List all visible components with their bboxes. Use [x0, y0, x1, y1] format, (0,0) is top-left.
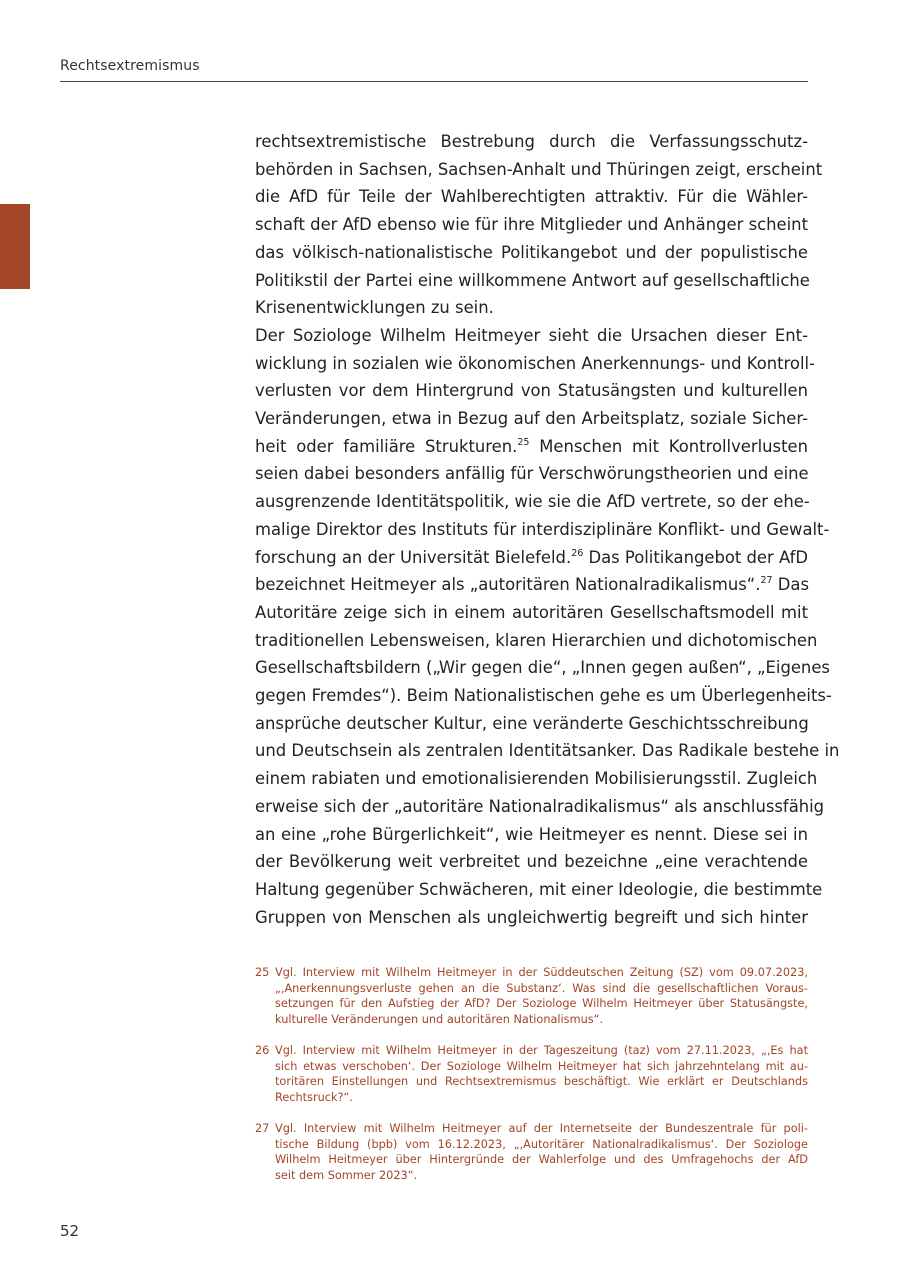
body-text — [255, 128, 840, 931]
footnote — [255, 965, 808, 1027]
body-line: der Bevölkerung weit verbreitet und bezeichne „eine verachtende — [255, 852, 808, 872]
body-line: ansprüche deutscher Kultur, eine veränderte Geschichtsschreibung — [255, 713, 809, 733]
body-line-text: Menschen mit Kontrollverlusten — [529, 436, 808, 456]
body-line: Politikstil der Partei eine willkommene Antwort auf gesellschaftliche — [255, 270, 810, 290]
body-line: Autoritäre zeige sich in einem autoritären Gesellschaftsmodell mit — [255, 602, 808, 622]
body-line-text: Das — [772, 575, 810, 595]
body-line: verlusten vor dem Hintergrund von Statusängsten und kulturellen — [255, 381, 808, 401]
footnote-reference[interactable]: 25 — [517, 436, 530, 448]
body-line: das völkisch-nationalistische Politikangebot und der populistische — [255, 242, 808, 262]
body-line: ausgrenzende Identitätspolitik, wie sie die AfD vertrete, so der ehe- — [255, 492, 810, 512]
footnote-number: 25 — [255, 966, 270, 979]
footnote-line: setzungen für den Aufstieg der AfD? Der Soziologe Wilhelm Heitmeyer über Statusängste, — [275, 997, 808, 1010]
footnote-line: kulturelle Veränderungen und autoritären Nationalismus“. — [275, 1012, 604, 1026]
footnote — [255, 1121, 808, 1183]
footnote-line: Vgl. Interview mit Wilhelm Heitmeyer auf der Internetseite der Bundeszentrale für poli- — [275, 1122, 808, 1135]
body-line: Der Soziologe Wilhelm Heitmeyer sieht die Ursachen dieser Ent- — [255, 325, 808, 345]
footnote-line: seit dem Sommer 2023“. — [275, 1168, 418, 1182]
footnote-line: toritären Einstellungen und Rechtsextremismus beschäftigt. Wie erklärt er Deutschlands — [275, 1075, 808, 1088]
footnote-line: Vgl. Interview mit Wilhelm Heitmeyer in der Süddeutschen Zeitung (SZ) vom 09.07.2023, — [275, 966, 808, 979]
body-line: gegen Fremdes“). Beim Nationalistischen gehe es um Überlegenheits- — [255, 686, 832, 706]
body-line: Veränderungen, etwa in Bezug auf den Arbeitsplatz, soziale Sicher- — [255, 409, 808, 429]
footnote-number: 27 — [255, 1122, 270, 1135]
body-line — [255, 544, 808, 572]
footnote-line: tische Bildung (bpb) vom 16.12.2023, „‚Autoritärer Nationalradikalismus‘. Der Soziologe — [275, 1137, 808, 1151]
body-line: erweise sich der „autoritäre Nationalradikalismus“ als anschlussfähig — [255, 796, 825, 816]
body-line: an eine „rohe Bürgerlichkeit“, wie Heitmeyer es nennt. Diese sei in — [255, 824, 808, 844]
footnote-line: Vgl. Interview mit Wilhelm Heitmeyer in der Tageszeitung (taz) vom 27.11.2023, „‚Es hat — [275, 1044, 808, 1057]
body-line — [255, 571, 808, 599]
footnote-reference[interactable]: 26 — [571, 547, 584, 559]
body-line: und Deutschsein als zentralen Identitätsanker. Das Radikale bestehe in — [255, 741, 840, 761]
body-line: wicklung in sozialen wie ökonomischen Anerkennungs- und Kontroll- — [255, 353, 815, 373]
body-line: rechtsextremistische Bestrebung durch die Verfassungsschutz- — [255, 132, 808, 151]
running-head: Rechtsextremismus — [60, 58, 200, 74]
body-line: Haltung gegenüber Schwächeren, mit einer Ideologie, die bestimmte — [255, 879, 823, 899]
body-line: Krisenentwicklungen zu sein. — [255, 298, 494, 318]
body-line: seien dabei besonders anfällig für Verschwörungstheorien und eine — [255, 464, 809, 484]
body-line: schaft der AfD ebenso wie für ihre Mitglieder und Anhänger scheint — [255, 215, 808, 235]
body-line-text: heit oder familiäre Strukturen. — [255, 436, 518, 456]
footnote-reference[interactable]: 27 — [760, 575, 773, 587]
footnote-line: Wilhelm Heitmeyer über Hintergründe der Wahlerfolge und des Umfragehochs der AfD — [275, 1153, 808, 1166]
footnote-line: Rechtsruck?“. — [275, 1090, 353, 1104]
body-line: malige Direktor des Instituts für interdisziplinäre Konflikt- und Gewalt- — [255, 519, 830, 539]
body-line-text: forschung an der Universität Bielefeld. — [255, 547, 572, 567]
body-line: Gruppen von Menschen als ungleichwertig begreift und sich hinter — [255, 907, 808, 927]
chapter-side-marker — [0, 204, 30, 289]
footnote-number: 26 — [255, 1044, 270, 1057]
header-rule — [60, 81, 808, 82]
body-line: behörden in Sachsen, Sachsen-Anhalt und Thüringen zeigt, erscheint — [255, 159, 823, 179]
body-line: traditionellen Lebensweisen, klaren Hierarchien und dichotomischen — [255, 630, 818, 650]
body-line: die AfD für Teile der Wahlberechtigten attraktiv. Für die Wähler- — [255, 187, 808, 207]
footnote-line: „‚Anerkennungsverluste gehen an die Substanz‘. Was sind die gesellschaftlichen Voraus- — [275, 981, 808, 995]
body-line: Gesellschaftsbildern („Wir gegen die“, „Innen gegen außen“, „Eigenes — [255, 658, 830, 678]
footnote — [255, 1043, 808, 1105]
footnote-line: sich etwas verschoben‘. Der Soziologe Wilhelm Heitmeyer hat sich jahrzehntelang mit au- — [275, 1059, 808, 1073]
page-number: 52 — [60, 1222, 80, 1240]
body-line-text: Das Politikangebot der AfD — [583, 547, 808, 567]
body-line-text: bezeichnet Heitmeyer als „autoritären Nationalradikalismus“. — [255, 575, 761, 595]
body-line — [255, 433, 808, 461]
body-line: einem rabiaten und emotionalisierenden Mobilisierungsstil. Zugleich — [255, 769, 818, 789]
footnotes — [255, 965, 808, 1199]
